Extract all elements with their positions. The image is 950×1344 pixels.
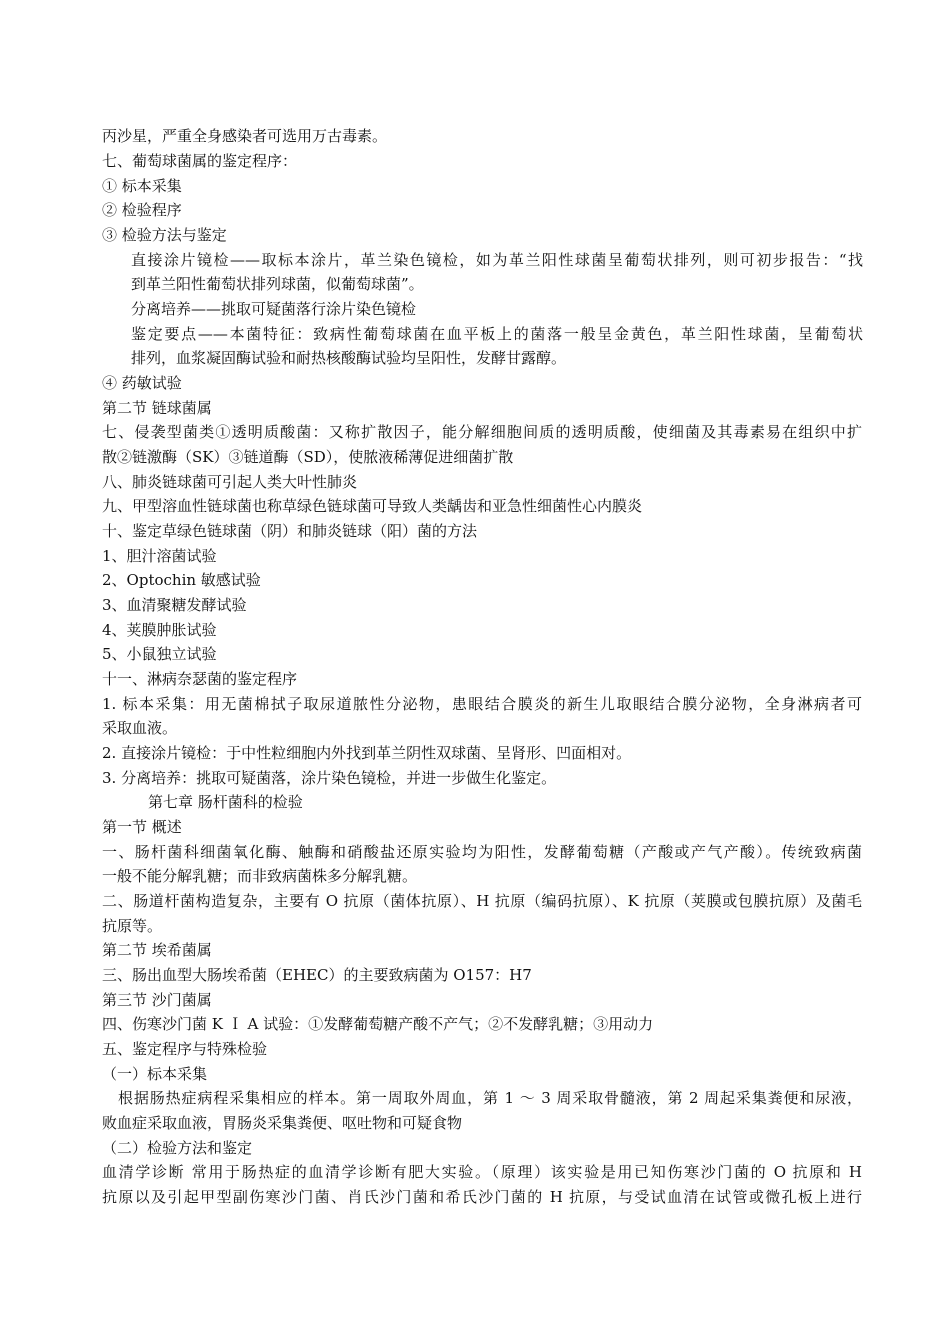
- text-line: 到革兰阳性葡萄状排列球菌，似葡萄球菌”。: [131, 275, 424, 293]
- text-line: 1. 标本采集：用无菌棉拭子取尿道脓性分泌物，患眼结合膜炎的新生儿取眼结合膜分泌物，全身淋病者可: [102, 695, 862, 713]
- text-line: 五、鉴定程序与特殊检验: [102, 1040, 268, 1058]
- text-line: 排列，血浆凝固酶试验和耐热核酸酶试验均呈阳性，发酵甘露醇。: [131, 349, 567, 367]
- text-line: 十、鉴定草绿色链球菌（阴）和肺炎链球（阳）菌的方法: [102, 522, 478, 540]
- list-item: 2、Optochin 敏感试验: [102, 571, 261, 589]
- section-heading: 第二节 链球菌属: [102, 399, 212, 417]
- text-line: 分离培养——挑取可疑菌落行涂片染色镜检: [131, 300, 417, 318]
- text-line: 抗原以及引起甲型副伤寒沙门菌、肖氏沙门菌和希氏沙门菌的 H 抗原，与受试血清在试管或微孔板上进行: [102, 1188, 862, 1206]
- section-heading: 第三节 沙门菌属: [102, 991, 212, 1009]
- text-line: 采取血液。: [102, 719, 178, 737]
- text-line: 败血症采取血液，胃肠炎采集粪便、呕吐物和可疑食物: [102, 1114, 463, 1132]
- section-heading: 第二节 埃希菌属: [102, 941, 212, 959]
- text-line: 七、侵袭型菌类①透明质酸菌：又称扩散因子，能分解细胞间质的透明质酸，使细菌及其毒素易在组织中扩: [102, 423, 862, 441]
- section-heading: 七、葡萄球菌属的鉴定程序：: [102, 152, 298, 170]
- chapter-title: 第七章 肠杆菌科的检验: [148, 793, 303, 811]
- text-line: 抗原等。: [102, 917, 163, 935]
- text-line: 丙沙星，严重全身感染者可选用万古毒素。: [102, 127, 388, 145]
- text-line: 二、肠道杆菌构造复杂，主要有 O 抗原（菌体抗原）、H 抗原（编码抗原）、K 抗原（荚膜或包膜抗原）及菌毛: [102, 892, 862, 910]
- text-line: 散②链激酶（SK）③链道酶（SD），使脓液稀薄促进细菌扩散: [102, 448, 514, 466]
- list-item: 1、胆汁溶菌试验: [102, 547, 217, 565]
- text-line: 八、肺炎链球菌可引起人类大叶性肺炎: [102, 473, 358, 491]
- text-line: 3. 分离培养：挑取可疑菌落，涂片染色镜检，并进一步做生化鉴定。: [102, 769, 557, 787]
- list-item: ② 检验程序: [102, 201, 182, 219]
- list-item: ③ 检验方法与鉴定: [102, 226, 227, 244]
- section-heading: 第一节 概述: [102, 818, 182, 836]
- text-line: 血清学诊断 常用于肠热症的血清学诊断有肥大实验。（原理）该实验是用已知伤寒沙门菌的 O 抗原和 H: [102, 1163, 862, 1181]
- list-item: ① 标本采集: [102, 177, 182, 195]
- section-heading: 十一、淋病奈瑟菌的鉴定程序: [102, 670, 298, 688]
- sub-heading: （一）标本采集: [102, 1065, 208, 1083]
- text-line: 三、肠出血型大肠埃希菌（EHEC）的主要致病菌为 O157：H7: [102, 966, 532, 984]
- text-line: 2. 直接涂片镜检：于中性粒细胞内外找到革兰阴性双球菌、呈肾形、凹面相对。: [102, 744, 632, 762]
- text-line: 四、伤寒沙门菌 K Ｉ A 试验：①发酵葡萄糖产酸不产气；②不发酵乳糖；③用动力: [102, 1015, 654, 1033]
- list-item: 5、小鼠独立试验: [102, 645, 217, 663]
- text-line: 直接涂片镜检——取标本涂片，革兰染色镜检，如为革兰阳性球菌呈葡萄状排列，则可初步报告：“找: [131, 251, 863, 269]
- text-line: 一般不能分解乳糖；而非致病菌株多分解乳糖。: [102, 867, 418, 885]
- text-line: 鉴定要点——本菌特征：致病性葡萄球菌在血平板上的菌落一般呈金黄色，革兰阳性球菌，呈葡萄状: [131, 325, 863, 343]
- sub-heading: （二）检验方法和鉴定: [102, 1139, 253, 1157]
- text-line: 根据肠热症病程采集相应的样本。第一周取外周血，第 1 ～ 3 周采取骨髓液，第 2 周起采集粪便和尿液，: [118, 1089, 862, 1107]
- text-line: 九、甲型溶血性链球菌也称草绿色链球菌可导致人类龋齿和亚急性细菌性心内膜炎: [102, 497, 643, 515]
- list-item: ④ 药敏试验: [102, 374, 182, 392]
- list-item: 4、荚膜肿胀试验: [102, 621, 217, 639]
- text-line: 一、肠杆菌科细菌氧化酶、触酶和硝酸盐还原实验均为阳性，发酵葡萄糖（产酸或产气产酸）。传统致病菌: [102, 843, 862, 861]
- list-item: 3、血清聚糖发酵试验: [102, 596, 247, 614]
